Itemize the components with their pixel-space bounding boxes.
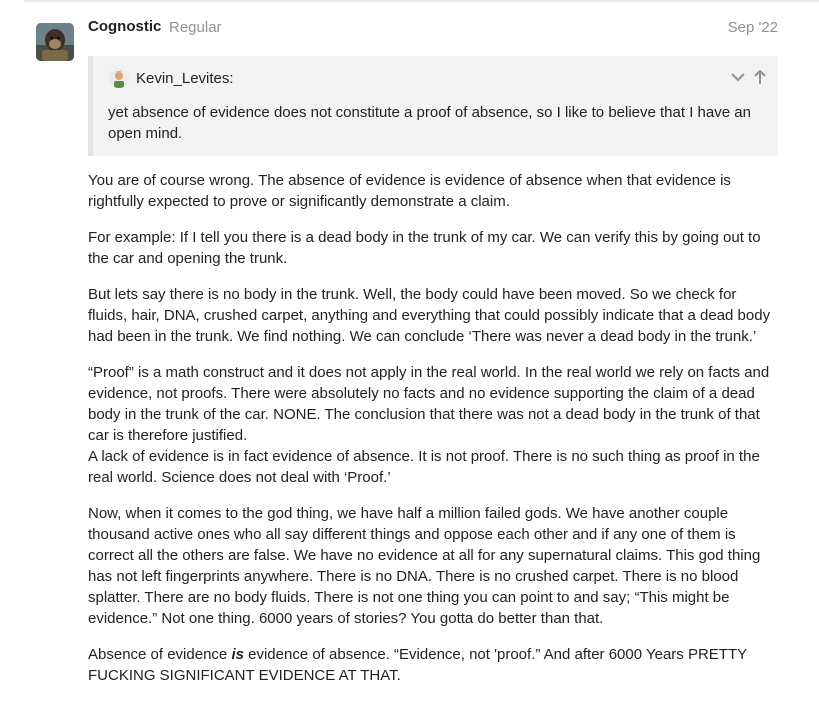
post-paragraph: For example: If I tell you there is a dead body in the trunk of my car. We can verify this by going out to the car and opening the trunk. — [88, 229, 761, 267]
username-link[interactable]: Cognostic — [88, 18, 162, 35]
arrow-up-icon[interactable] — [752, 68, 768, 86]
post-body — [88, 170, 778, 701]
post-paragraph: Now, when it comes to the god thing, we have half a million failed gods. We have another couple thousand active ones who all say different things and oppose each other and if any one of them is correct all the others are false. We have no evidence at all for any supernatural claims. This god thing has not left fingerprints anywhere. There is no DNA. There is no crushed carpet. There is no blood splatter. There are no body fluids. There is not one thing you can point to and say; “This might be evidence.” Not one thing. 6000 years of stories? You gotta do better than that. — [88, 505, 761, 627]
quote-author[interactable]: Kevin_Levites: — [136, 70, 234, 87]
final-text-after: evidence of absence. “Evidence, not 'proof.” And after 6000 Years PRETTY FUCKING SIGNIFICANT EVIDENCE AT THAT. — [88, 646, 747, 684]
post-paragraph-final — [88, 644, 778, 686]
post-date[interactable]: Sep '22 — [727, 19, 778, 36]
post-paragraph: You are of course wrong. The absence of evidence is evidence of absence when that evidence is rightfully expected to prove or significantly demonstrate a claim. — [88, 172, 731, 210]
post-paragraph: “Proof” is a math construct and it does not apply in the real world. In the real world we rely on facts and evidence, not proofs. There were absolutely no facts and no evidence supporting the claim of a dead body in the trunk of the car. NONE. The conclusion that there was not a dead body in the trunk of that car is therefore justified. — [88, 364, 770, 444]
user-title: Regular — [169, 19, 222, 36]
post-divider — [24, 0, 819, 2]
post-header — [88, 18, 778, 38]
quote-text: yet absence of evidence does not constitute a proof of absence, so I like to believe that I have an open mind. — [108, 104, 751, 142]
chimp-avatar-icon — [36, 23, 74, 61]
user-avatar[interactable] — [36, 23, 74, 61]
post-paragraph: But lets say there is no body in the trunk. Well, the body could have been moved. So we check for fluids, hair, DNA, crushed carpet, anything and everything that could possibly indicate that a dead body had been in the trunk. We find nothing. We can conclude ‘There was never a dead body in the trunk.’ — [88, 286, 771, 345]
post-paragraph: A lack of evidence is in fact evidence of absence. It is not proof. There is no such thing as proof in the real world. Science does not deal with ‘Proof.’ — [88, 448, 760, 486]
chevron-down-icon[interactable] — [730, 68, 746, 86]
quote-avatar[interactable] — [109, 68, 129, 88]
final-text-before: Absence of evidence — [88, 646, 232, 663]
final-emphasis: is — [231, 646, 244, 663]
user-avatar-icon — [109, 68, 129, 88]
quote-block — [88, 56, 778, 156]
